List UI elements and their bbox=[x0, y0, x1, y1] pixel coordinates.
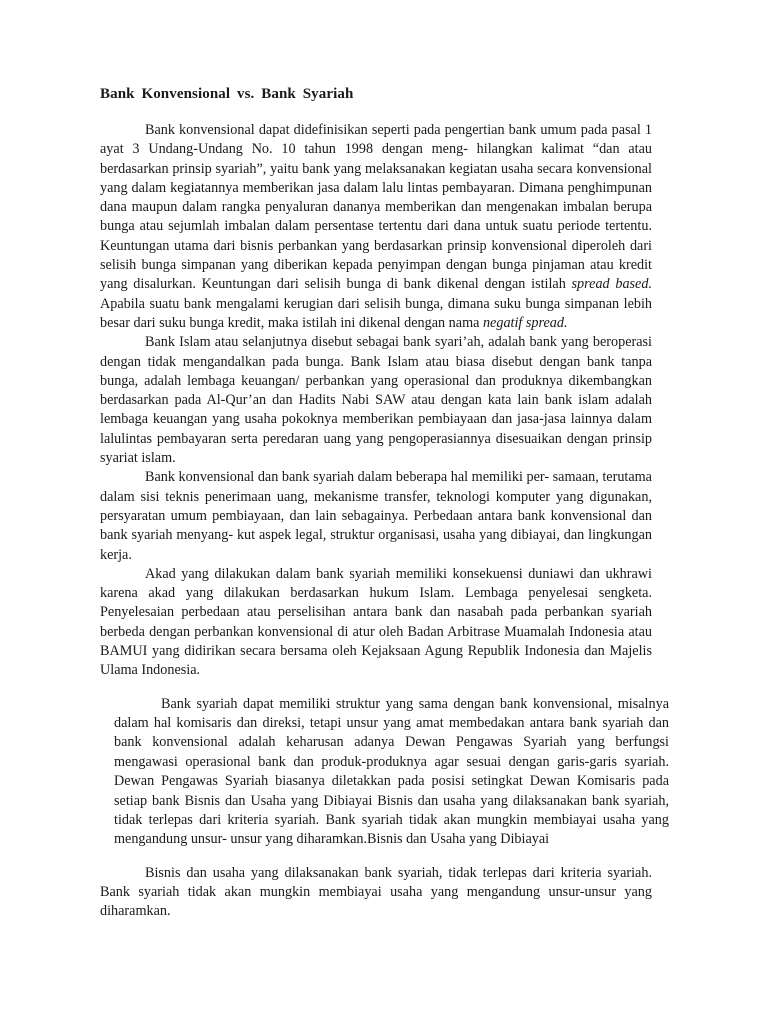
term-negatif-spread: negatif spread. bbox=[482, 314, 568, 331]
paragraph-bank-islam: Bank Islam atau selanjutnya disebut sebagai bank syari’ah, adalah bank yang beroperasi dengan tidak mengandalkan pada bunga. Bank Islam atau biasa disebut dengan bank tanpa bunga, adalah lembaga keuangan/ perbankan yang operasional dan produknya dikembangkan berdasarkan pada Al-Qur’an dan Hadits Nabi SAW atau dengan kata lain bank islam adalah lembaga keuangan yang usaha pokoknya memberikan pembiayaan dan jasa-jasa lainnya dalam lalulintas pembayaran serta peredaran uang yang pengoperasiannya disesuaikan dengan prinsip syariat islam. bbox=[100, 334, 652, 467]
paragraph-bank-konvensional bbox=[100, 121, 652, 333]
paragraph-1-text-a: Bank konvensional dapat didefinisikan seperti pada pengertian bank umum pada pasal 1 ayat 3 Undang-Undang No. 10 tahun 1998 dengan meng- hilangkan kalimat “dan atau berdasarkan prinsip syariah”, yaitu bank yang melaksanakan kegiatan usaha secara konvensional yang dalam kegiatannya memberikan jasa dalam lalu lintas pembayaran. Dimana penghimpunan dana maupun dalam rangka penyaluran dananya memberikan dan mengenakan imbalan berupa bunga atau sejumlah imbalan dalam persentase tertentu dari dana untuk suatu periode tertentu. Keuntungan utama dari bisnis perbankan yang berdasarkan prinsip konvensional diperoleh dari selisih bunga simpanan yang diberikan kepada penyimpan dengan bunga pinjaman atau kredit yang disalurkan. Keuntungan dari selisih bunga di bank dikenal dengan istilah bbox=[100, 122, 652, 293]
paragraph-1-text-b: Apabila suatu bank mengalami kerugian dari selisih bunga, dimana suku bunga simpanan lebih besar dari suku bunga kredit, maka istilah ini dikenal dengan nama bbox=[100, 295, 652, 331]
paragraph-bisnis-usaha: Bisnis dan usaha yang dilaksanakan bank syariah, tidak terlepas dari kriteria syariah. Bank syariah tidak akan mungkin membiayai usaha yang mengandung unsur-unsur yang diharamkan. bbox=[100, 864, 652, 920]
paragraph-akad: Akad yang dilakukan dalam bank syariah memiliki konsekuensi duniawi dan ukhrawi karena akad yang dilakukan berdasarkan hukum Islam. Lembaga penyelesai sengketa. Penyelesaian perbedaan atau perselisihan antara bank dan nasabah pada perbankan syariah berbeda dengan perbankan konvensional di atur oleh Badan Arbitrase Muamalah Indonesia atau BAMUI yang didirikan secara bersama oleh Kejaksaan Agung Republik Indonesia dan Majelis Ulama Indonesia. bbox=[100, 565, 652, 679]
document-title: Bank Konvensional vs. Bank Syariah bbox=[100, 86, 354, 102]
term-spread-based: spread based. bbox=[571, 276, 652, 293]
document-body bbox=[100, 121, 669, 922]
paragraph-persamaan-perbedaan: Bank konvensional dan bank syariah dalam beberapa hal memiliki per- samaan, terutama dalam sisi teknis penerimaan uang, mekanisme transfer, teknologi komputer yang digunakan, persyaratan umum pembiayaan, dan lain sebagainya. Perbedaan antara bank konvensional dan bank syariah menyang- kut aspek legal, struktur organisasi, usaha yang dibiayai, dan lingkungan kerja. bbox=[100, 469, 652, 563]
paragraph-struktur-organisasi: Bank syariah dapat memiliki struktur yang sama dengan bank konvensional, misalnya dalam hal komisaris dan direksi, tetapi unsur yang amat membedakan antara bank syariah dan bank konvensional adalah keharusan adanya Dewan Pengawas Syariah yang berfungsi mengawasi operasional bank dan produk-produknya agar sesuai dengan garis-garis syariah. Dewan Pengawas Syariah biasanya diletakkan pada posisi setingkat Dewan Komisaris pada setiap bank Bisnis dan Usaha yang Dibiayai Bisnis dan usaha yang dilaksanakan bank syariah, tidak terlepas dari kriteria syariah. Bank syariah tidak akan mungkin membiayai usaha yang mengandung unsur- unsur yang diharamkan.Bisnis dan Usaha yang Dibiayai bbox=[114, 695, 669, 848]
